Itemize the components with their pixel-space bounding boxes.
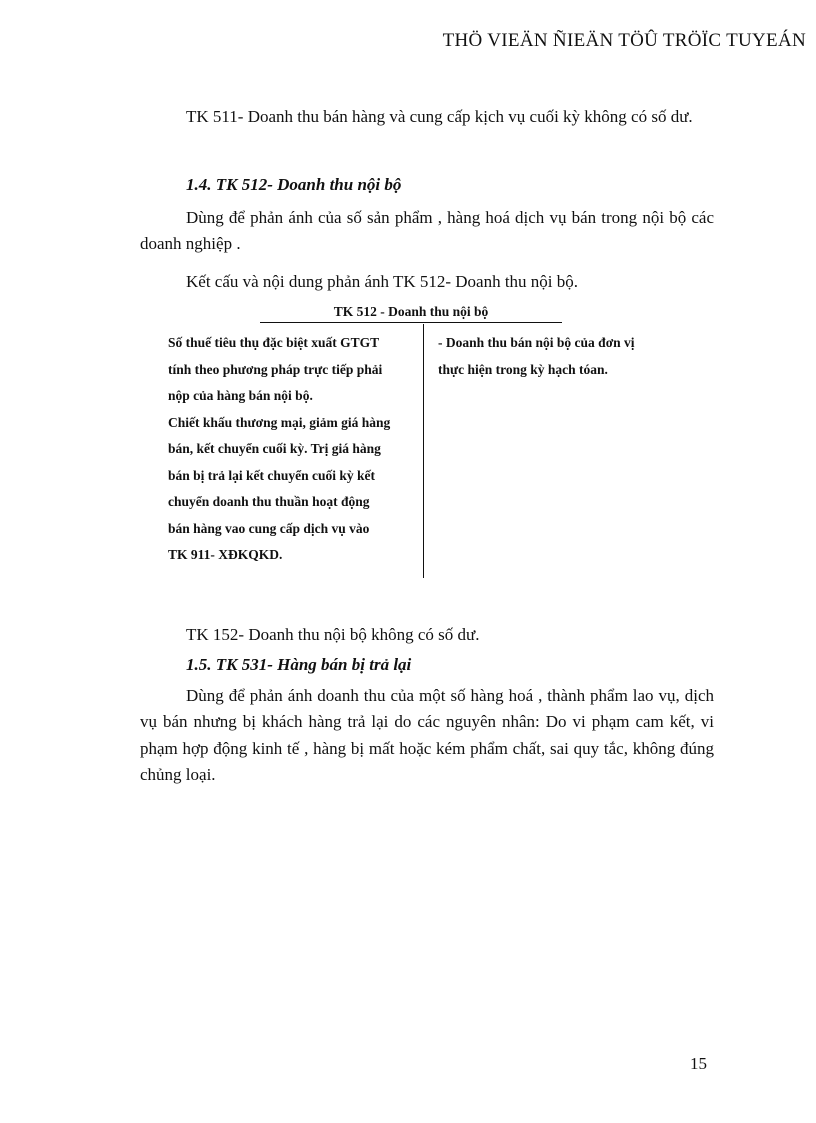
debit-line: TK 911- XĐKQKD. [168,547,283,562]
t-account-title: TK 512 - Doanh thu nội bộ [260,304,562,323]
paragraph-tk512-structure: Kết cấu và nội dung phản ánh TK 512- Doanh thu nội bộ. [186,272,579,291]
debit-line: bán, kết chuyển cuối kỳ. Trị giá hàng [168,441,381,456]
debit-line: bán hàng vao cung cấp dịch vụ vào [168,520,370,536]
page-number: 15 [690,1054,707,1073]
debit-line: Số thuế tiêu thụ đặc biệt xuất GTGT [168,335,380,350]
debit-line: tính theo phương pháp trực tiếp phải [168,361,383,377]
section-heading-tk512: 1.4. TK 512- Doanh thu nội bộ [186,175,402,194]
section-heading-tk531: 1.5. TK 531- Hàng bán bị trả lại [186,655,412,674]
debit-line: chuyển doanh thu thuần hoạt động [168,494,370,509]
paragraph-tk531-purpose: Dùng để phản ánh doanh thu của một số hàng hoá , thành phẩm lao vụ, dịch vụ bán nhưng bị khách hàng trả lại do các nguyên nhân: Do vi phạm cam kết, vi phạm hợp động kinh tế , hàng bị mất hoặc kém phẩm chất, sai quy tắc, không đúng chủng loại. [140,686,714,785]
paragraph-tk512-purpose: Dùng để phản ánh của số sản phẩm , hàng hoá dịch vụ bán trong nội bộ các doanh nghiệp . [140,208,714,254]
credit-line: - Doanh thu bán nội bộ của đơn vị [438,335,635,350]
paragraph-tk152: TK 152- Doanh thu nội bộ không có số dư. [186,625,480,644]
debit-line: nộp của hàng bán nội bộ. [168,388,313,403]
debit-line: bán bị trả lại kết chuyển cuối kỳ kết [168,467,376,483]
header-title: THÖ VIEÄN ÑIEÄN TÖÛ TRÖÏC TUYEÁN [442,30,806,51]
t-account-credit-side [438,330,688,383]
paragraph-tk511: TK 511- Doanh thu bán hàng và cung cấp kịch vụ cuối kỳ không có số dư. [186,107,693,126]
t-account-debit-side [168,330,420,569]
t-account-divider [423,324,424,578]
debit-line: Chiết khấu thương mại, giảm giá hàng [168,414,391,430]
credit-line: thực hiện trong kỳ hạch tóan. [438,361,608,377]
